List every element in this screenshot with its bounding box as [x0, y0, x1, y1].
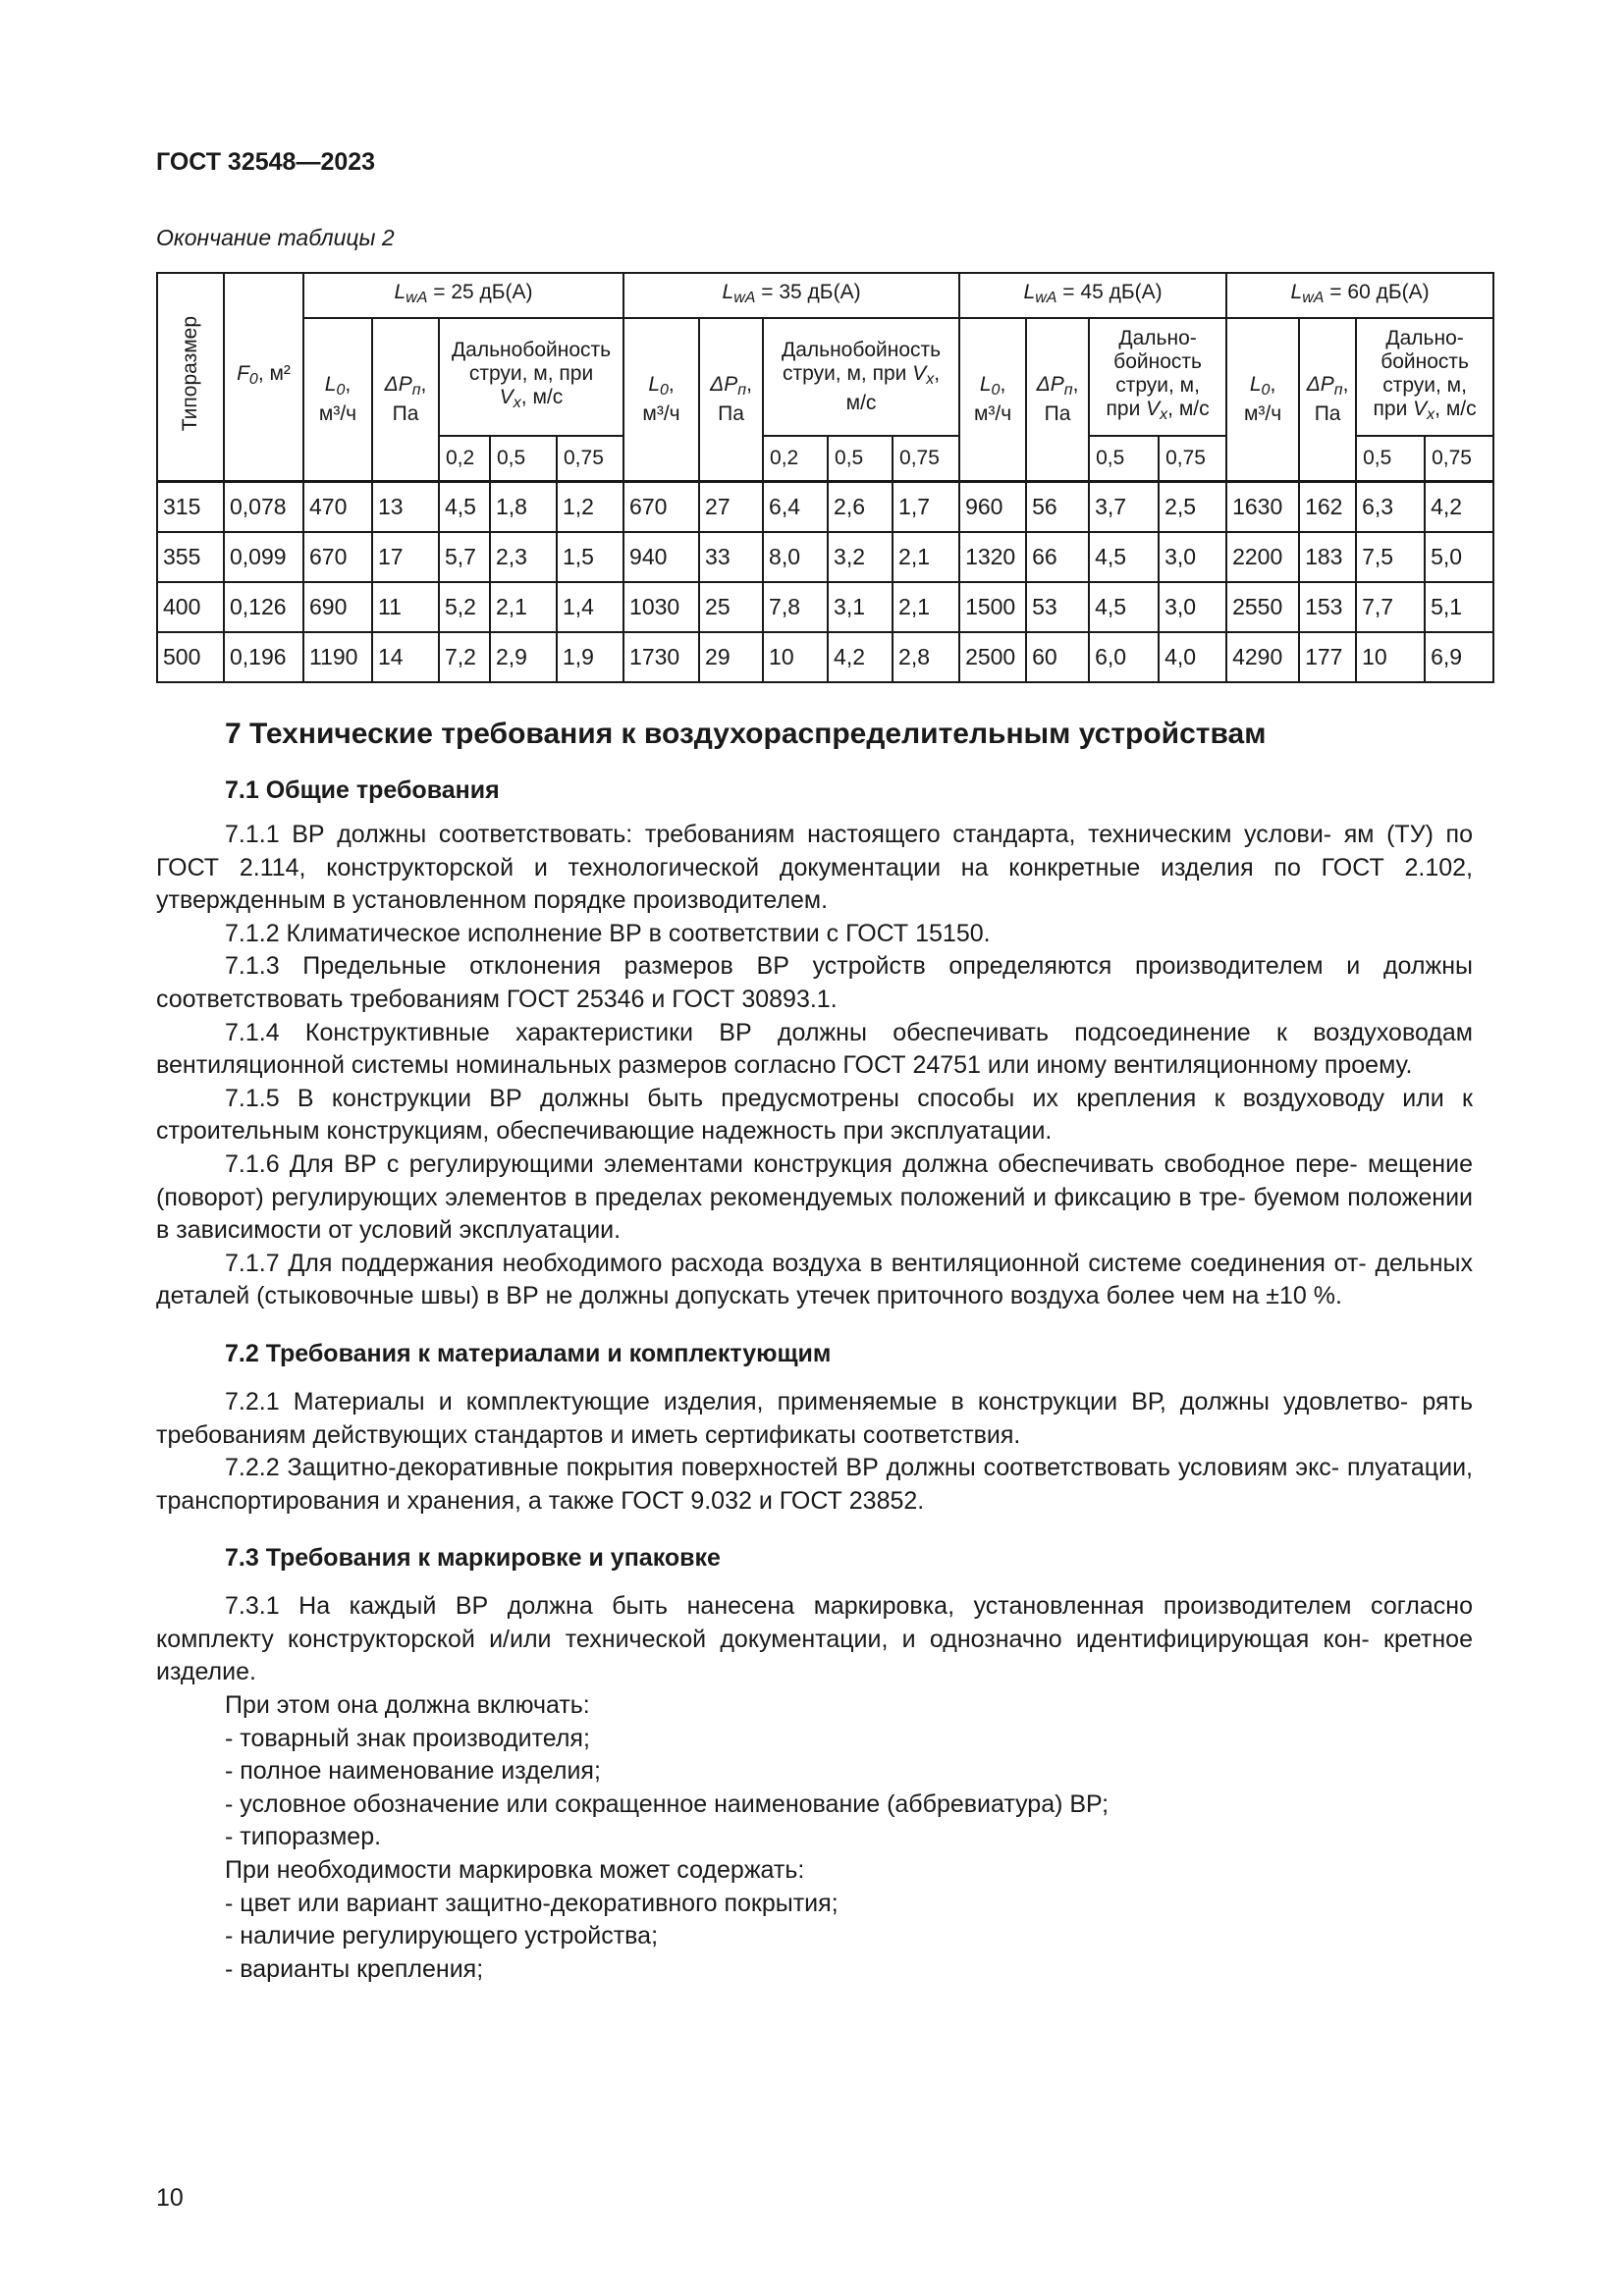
- table-cell: 4,2: [1425, 482, 1493, 533]
- table-cell: 690: [303, 582, 372, 632]
- table-cell: 153: [1299, 582, 1356, 632]
- table-cell: 2,8: [893, 632, 959, 682]
- table-cell: 10: [1356, 632, 1425, 682]
- table-cell: 4,2: [828, 632, 893, 682]
- table-cell: 29: [699, 632, 763, 682]
- table-cell: 2,5: [1159, 482, 1226, 533]
- table-row: [157, 532, 1493, 582]
- table-cell: 1500: [959, 582, 1026, 632]
- table-header: [157, 273, 1493, 482]
- l0-header: $L_0$, м³/ч: [1226, 318, 1299, 482]
- table-cell: 3,2: [828, 532, 893, 582]
- list-intro: При необходимости маркировка может содержать:: [225, 1856, 805, 1885]
- paragraph-7-1-2: 7.1.2 Климатическое исполнение ВР в соответствии с ГОСТ 15150.: [225, 919, 991, 947]
- table-cell: 4290: [1226, 632, 1299, 682]
- paragraph-7-1-1: 7.1.1 ВР должны соответствовать: требованиям настоящего стандарта, техническим услови- ям (ТУ) по ГОСТ 2.114, конструкторской и технологической документации на конкретные изделия по ГОСТ 2.102, утвержденным в установленном порядке производителем.: [156, 821, 1473, 915]
- list-item: - варианты крепления;: [225, 1954, 484, 1983]
- col-size-header: Типоразмер: [157, 273, 224, 482]
- l0-header: $L_0$, м³/ч: [959, 318, 1026, 482]
- table-cell: 1730: [623, 632, 699, 682]
- table-cell: 25: [699, 582, 763, 632]
- dp-header: $\Delta P_п$, Па: [1026, 318, 1089, 482]
- table-row: [157, 582, 1493, 632]
- list-item: - наличие регулирующего устройства;: [225, 1922, 659, 1950]
- table-cell: 177: [1299, 632, 1356, 682]
- col-f0-header: $F_0$, м²: [224, 273, 303, 482]
- table-cell: 315: [157, 482, 224, 533]
- group-header-45: $L_{wA} = 45$ дБ(А): [959, 273, 1226, 318]
- table-cell: 60: [1026, 632, 1089, 682]
- table-cell: 400: [157, 582, 224, 632]
- table-cell: 3,0: [1159, 532, 1226, 582]
- table-cell: 1030: [623, 582, 699, 632]
- table-cell: 0,099: [224, 532, 303, 582]
- paragraph-7-2-2: 7.2.2 Защитно-декоративные покрытия поверхностей ВР должны соответствовать условиям экс- плуатации, транспортирования и хранения, а также ГОСТ 9.032 и ГОСТ 23852.: [156, 1454, 1473, 1515]
- table-cell: 2,1: [893, 532, 959, 582]
- table-cell: 1,5: [557, 532, 623, 582]
- group-header-35: $L_{wA} = 35$ дБ(А): [623, 273, 959, 318]
- group-header-25: $L_{wA} = 25$ дБ(А): [303, 273, 623, 318]
- speed-header: 0,2: [763, 436, 828, 482]
- table-cell: 960: [959, 482, 1026, 533]
- subsection-title-7-1: 7.1 Общие требования: [225, 776, 500, 804]
- table-cell: 11: [372, 582, 439, 632]
- subsection-title-7-3: 7.3 Требования к маркировке и упаковке: [225, 1544, 721, 1573]
- table-cell: 500: [157, 632, 224, 682]
- dp-header: $\Delta P_п$, Па: [372, 318, 439, 482]
- speed-header: 0,5: [490, 436, 557, 482]
- section-title: 7 Технические требования к воздухораспределительным устройствам: [225, 718, 1267, 750]
- list-item: - цвет или вариант защитно-декоративного покрытия;: [225, 1889, 839, 1917]
- table-cell: 3,1: [828, 582, 893, 632]
- table-cell: 66: [1026, 532, 1089, 582]
- table-cell: 3,0: [1159, 582, 1226, 632]
- table-cell: 4,0: [1159, 632, 1226, 682]
- table-cell: 4,5: [1089, 582, 1159, 632]
- table-cell: 1,9: [557, 632, 623, 682]
- paragraph-7-1-7: 7.1.7 Для поддержания необходимого расхода воздуха в вентиляционной системе соединения от- дельных деталей (стыковочные швы) в ВР не должны допускать утечек приточного воздуха более чем на ±10 %.: [156, 1249, 1473, 1310]
- table-cell: 2500: [959, 632, 1026, 682]
- speed-header: 0,5: [828, 436, 893, 482]
- table-cell: 17: [372, 532, 439, 582]
- table-cell: 6,3: [1356, 482, 1425, 533]
- table-cell: 670: [303, 532, 372, 582]
- table-cell: 4,5: [439, 482, 490, 533]
- table-cell: 940: [623, 532, 699, 582]
- subsection-title-7-2: 7.2 Требования к материалами и комплектующим: [225, 1339, 832, 1367]
- table-cell: 4,5: [1089, 532, 1159, 582]
- table-cell: 2,9: [490, 632, 557, 682]
- table-cell: 2550: [1226, 582, 1299, 632]
- table-cell: 13: [372, 482, 439, 533]
- list-item: - типоразмер.: [225, 1823, 382, 1851]
- table-cell: 7,8: [763, 582, 828, 632]
- table-cell: 33: [699, 532, 763, 582]
- table-cell: 1630: [1226, 482, 1299, 533]
- table-cell: 1,4: [557, 582, 623, 632]
- speed-header: 0,75: [557, 436, 623, 482]
- table-cell: 7,7: [1356, 582, 1425, 632]
- table-cell: 1,7: [893, 482, 959, 533]
- table-cell: 1320: [959, 532, 1026, 582]
- range-header: Дально- бойность струи, м, при $V_x$, м/с: [1089, 318, 1226, 436]
- table-cell: 14: [372, 632, 439, 682]
- list-intro: При этом она должна включать:: [225, 1691, 590, 1720]
- paragraph-7-1-4: 7.1.4 Конструктивные характеристики ВР должны обеспечивать подсоединение к воздуховодам вентиляционной системы номинальных размеров согласно ГОСТ 24751 или иному вентиляционному проему.: [156, 1018, 1473, 1080]
- l0-header: $L_0$, м³/ч: [303, 318, 372, 482]
- dp-header: $\Delta P_п$, Па: [699, 318, 763, 482]
- table-cell: 2,1: [893, 582, 959, 632]
- table-cell: 355: [157, 532, 224, 582]
- list-item: - условное обозначение или сокращенное наименование (аббревиатура) ВР;: [225, 1789, 1110, 1818]
- speed-header: 0,75: [1425, 436, 1493, 482]
- table-cell: 8,0: [763, 532, 828, 582]
- paragraph-7-3-1: 7.3.1 На каждый ВР должна быть нанесена маркировка, установленная производителем согласно комплекту конструкторской и/или технической документации, и однозначно идентифицирующая кон- кретное изделие.: [156, 1592, 1473, 1686]
- table-cell: 0,196: [224, 632, 303, 682]
- speed-header: 0,75: [1159, 436, 1226, 482]
- table-cell: 7,2: [439, 632, 490, 682]
- table-cell: 670: [623, 482, 699, 533]
- table-cell: 0,126: [224, 582, 303, 632]
- standard-code: ГОСТ 32548—2023: [156, 148, 376, 176]
- table-cell: 5,2: [439, 582, 490, 632]
- l0-header: $L_0$, м³/ч: [623, 318, 699, 482]
- table-cell: 0,078: [224, 482, 303, 533]
- table-cell: 27: [699, 482, 763, 533]
- table-cell: 2,3: [490, 532, 557, 582]
- range-header: Дально- бойность струи, м, при $V_x$, м/с: [1356, 318, 1493, 436]
- table-cell: 5,1: [1425, 582, 1493, 632]
- speed-header: 0,5: [1089, 436, 1159, 482]
- table-caption: Окончание таблицы 2: [156, 225, 395, 250]
- page-number: 10: [156, 2184, 184, 2212]
- speed-header: 0,2: [439, 436, 490, 482]
- table-cell: 2,6: [828, 482, 893, 533]
- speed-header: 0,75: [893, 436, 959, 482]
- table-cell: 1190: [303, 632, 372, 682]
- paragraph-7-2-1: 7.2.1 Материалы и комплектующие изделия, применяемые в конструкции ВР, должны удовлетво- рять требованиям действующих стандартов и иметь сертификаты соответствия.: [156, 1387, 1473, 1449]
- paragraph-7-1-5: 7.1.5 В конструкции ВР должны быть предусмотрены способы их крепления к воздуховоду или к строительным конструкциям, обеспечивающие надежность при эксплуатации.: [156, 1084, 1473, 1146]
- group-header-60: $L_{wA} = 60$ дБ(А): [1226, 273, 1493, 318]
- range-header: Дальнобойность струи, м, при $V_x$, м/с: [439, 318, 623, 436]
- table-cell: 56: [1026, 482, 1089, 533]
- table-cell: 53: [1026, 582, 1089, 632]
- table-cell: 1,2: [557, 482, 623, 533]
- table-body: [157, 482, 1493, 683]
- table-cell: 10: [763, 632, 828, 682]
- table-cell: 470: [303, 482, 372, 533]
- speed-header: 0,5: [1356, 436, 1425, 482]
- data-table: [156, 272, 1494, 683]
- table-cell: 6,9: [1425, 632, 1493, 682]
- table-row: [157, 632, 1493, 682]
- table-cell: 5,7: [439, 532, 490, 582]
- table-cell: 5,0: [1425, 532, 1493, 582]
- section-7: [156, 715, 1473, 1986]
- table-cell: 6,4: [763, 482, 828, 533]
- list-item: - полное наименование изделия;: [225, 1757, 601, 1786]
- dp-header: $\Delta P_п$, Па: [1299, 318, 1356, 482]
- table-cell: 2200: [1226, 532, 1299, 582]
- table-cell: 7,5: [1356, 532, 1425, 582]
- paragraph-7-1-6: 7.1.6 Для ВР с регулирующими элементами конструкция должна обеспечивать свободное пере- мещение (поворот) регулирующих элементов в пределах рекомендуемых положений и фиксацию в тре- буемом положении в зависимости от условий эксплуатации.: [156, 1149, 1473, 1245]
- range-header: Дальнобойность струи, м, при $V_x$, м/с: [763, 318, 959, 436]
- table-cell: 183: [1299, 532, 1356, 582]
- paragraph-7-1-3: 7.1.3 Предельные отклонения размеров ВР устройств определяются производителем и должны соответствовать требованиям ГОСТ 25346 и ГОСТ 30893.1.: [156, 952, 1473, 1013]
- table-cell: 1,8: [490, 482, 557, 533]
- table-cell: 3,7: [1089, 482, 1159, 533]
- table-cell: 2,1: [490, 582, 557, 632]
- list-item: - товарный знак производителя;: [225, 1724, 590, 1752]
- table-cell: 6,0: [1089, 632, 1159, 682]
- table-row: [157, 482, 1493, 533]
- table-cell: 162: [1299, 482, 1356, 533]
